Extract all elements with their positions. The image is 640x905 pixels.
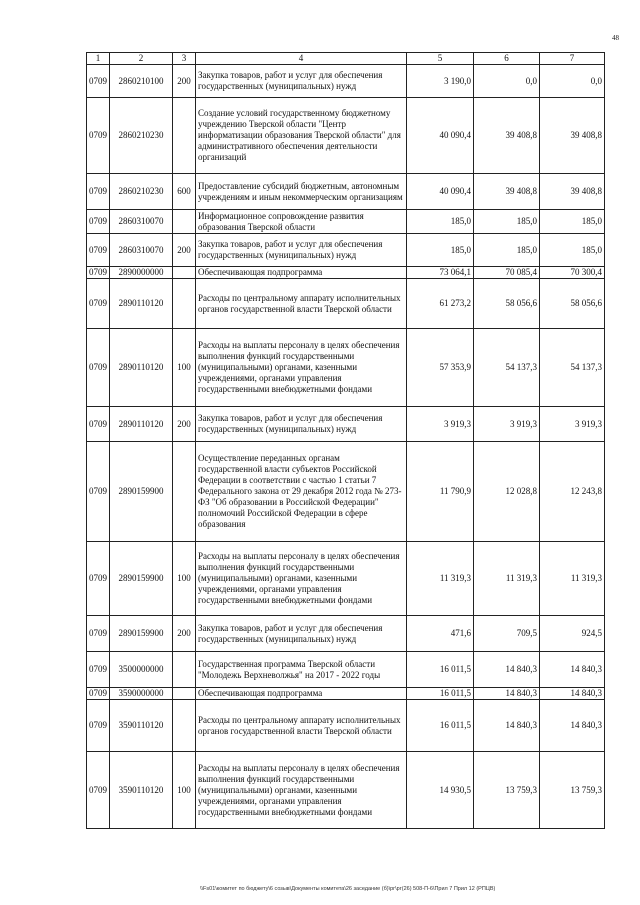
table-row <box>87 65 605 98</box>
section-cell: 0709 <box>87 174 110 210</box>
type-cell <box>173 688 196 700</box>
code-cell: 2890159900 <box>110 442 173 542</box>
section-cell: 0709 <box>87 542 110 616</box>
page-number: 48 <box>612 34 619 42</box>
header-col-2: 2 <box>110 53 173 65</box>
type-cell <box>173 98 196 174</box>
section-cell: 0709 <box>87 752 110 829</box>
table-row <box>87 329 605 407</box>
type-cell <box>173 442 196 542</box>
code-cell: 2860310070 <box>110 210 173 234</box>
value-cell-2: 185,0 <box>474 234 540 267</box>
code-cell: 2860310070 <box>110 234 173 267</box>
value-cell-2: 11 319,3 <box>474 542 540 616</box>
value-cell-1: 57 353,9 <box>407 329 474 407</box>
section-cell: 0709 <box>87 279 110 329</box>
table-row <box>87 752 605 829</box>
value-cell-2: 14 840,3 <box>474 688 540 700</box>
type-cell: 100 <box>173 329 196 407</box>
value-cell-1: 16 011,5 <box>407 688 474 700</box>
description-cell: Государственная программа Тверской области "Молодежь Верхневолжья" на 2017 - 2022 годы <box>196 652 407 688</box>
code-cell: 2890159900 <box>110 542 173 616</box>
type-cell: 600 <box>173 174 196 210</box>
description-cell: Расходы на выплаты персоналу в целях обеспечения выполнения функций государственными (муниципальными) органами, казенными учреждениями, органами управления государственными внебюджетными фондами <box>196 542 407 616</box>
value-cell-1: 16 011,5 <box>407 652 474 688</box>
code-cell: 3590000000 <box>110 688 173 700</box>
description-cell: Расходы по центральному аппарату исполнительных органов государственной власти Тверской области <box>196 700 407 752</box>
value-cell-3: 54 137,3 <box>540 329 605 407</box>
description-cell: Обеспечивающая подпрограмма <box>196 688 407 700</box>
value-cell-3: 0,0 <box>540 65 605 98</box>
header-col-6: 6 <box>474 53 540 65</box>
value-cell-1: 40 090,4 <box>407 174 474 210</box>
value-cell-1: 14 930,5 <box>407 752 474 829</box>
value-cell-3: 11 319,3 <box>540 542 605 616</box>
type-cell: 100 <box>173 542 196 616</box>
table-row <box>87 542 605 616</box>
value-cell-1: 471,6 <box>407 616 474 652</box>
description-cell: Расходы по центральному аппарату исполнительных органов государственной власти Тверской области <box>196 279 407 329</box>
section-cell: 0709 <box>87 616 110 652</box>
value-cell-2: 0,0 <box>474 65 540 98</box>
value-cell-2: 39 408,8 <box>474 174 540 210</box>
value-cell-3: 13 759,3 <box>540 752 605 829</box>
type-cell <box>173 210 196 234</box>
code-cell: 3590110120 <box>110 752 173 829</box>
value-cell-3: 924,5 <box>540 616 605 652</box>
value-cell-3: 14 840,3 <box>540 652 605 688</box>
value-cell-1: 61 273,2 <box>407 279 474 329</box>
value-cell-1: 3 190,0 <box>407 65 474 98</box>
table-row <box>87 652 605 688</box>
value-cell-2: 3 919,3 <box>474 407 540 442</box>
value-cell-2: 70 085,4 <box>474 267 540 279</box>
type-cell: 200 <box>173 234 196 267</box>
value-cell-1: 40 090,4 <box>407 98 474 174</box>
code-cell: 3590110120 <box>110 700 173 752</box>
value-cell-3: 12 243,8 <box>540 442 605 542</box>
code-cell: 2860210100 <box>110 65 173 98</box>
value-cell-3: 185,0 <box>540 234 605 267</box>
table-row <box>87 234 605 267</box>
type-cell: 200 <box>173 65 196 98</box>
code-cell: 2860210230 <box>110 98 173 174</box>
value-cell-3: 14 840,3 <box>540 700 605 752</box>
section-cell: 0709 <box>87 329 110 407</box>
type-cell: 200 <box>173 616 196 652</box>
description-cell: Закупка товаров, работ и услуг для обеспечения государственных (муниципальных) нужд <box>196 234 407 267</box>
description-cell: Расходы на выплаты персоналу в целях обеспечения выполнения функций государственными (муниципальными) органами, казенными учреждениями, органами управления государственными внебюджетными фондами <box>196 752 407 829</box>
section-cell: 0709 <box>87 234 110 267</box>
value-cell-1: 185,0 <box>407 210 474 234</box>
section-cell: 0709 <box>87 688 110 700</box>
description-cell: Информационное сопровождение развития образования Тверской области <box>196 210 407 234</box>
value-cell-1: 185,0 <box>407 234 474 267</box>
table-row <box>87 279 605 329</box>
type-cell: 100 <box>173 752 196 829</box>
table-row <box>87 210 605 234</box>
budget-table <box>86 52 605 829</box>
type-cell <box>173 652 196 688</box>
value-cell-2: 14 840,3 <box>474 700 540 752</box>
section-cell: 0709 <box>87 407 110 442</box>
value-cell-3: 39 408,8 <box>540 98 605 174</box>
description-cell: Осуществление переданных органам государственной власти субъектов Российской Федерации в соответствии с частью 1 статьи 7 Федерального закона от 29 декабря 2012 года № 273-ФЗ "Об образовании в Российской Федерации" полномочий Российской Федерации в сфере образования <box>196 442 407 542</box>
section-cell: 0709 <box>87 210 110 234</box>
table-row <box>87 442 605 542</box>
section-cell: 0709 <box>87 98 110 174</box>
code-cell: 3500000000 <box>110 652 173 688</box>
description-cell: Закупка товаров, работ и услуг для обеспечения государственных (муниципальных) нужд <box>196 65 407 98</box>
footer-file-path: \\Fs01\комитет по бюджету\6 созыв\Документы комитета\26 заседание (б)\рг\рг(26) 508-П-6\Прил 7 Прил 12 (РПЦВ) <box>200 886 496 892</box>
section-cell: 0709 <box>87 652 110 688</box>
code-cell: 2890110120 <box>110 407 173 442</box>
value-cell-1: 3 919,3 <box>407 407 474 442</box>
header-col-7: 7 <box>540 53 605 65</box>
value-cell-3: 3 919,3 <box>540 407 605 442</box>
value-cell-2: 709,5 <box>474 616 540 652</box>
table-row <box>87 174 605 210</box>
table-row <box>87 98 605 174</box>
type-cell <box>173 279 196 329</box>
type-cell <box>173 267 196 279</box>
value-cell-3: 14 840,3 <box>540 688 605 700</box>
header-row <box>87 53 605 65</box>
value-cell-2: 185,0 <box>474 210 540 234</box>
code-cell: 2860210230 <box>110 174 173 210</box>
description-cell: Обеспечивающая подпрограмма <box>196 267 407 279</box>
table-row <box>87 407 605 442</box>
table-row <box>87 267 605 279</box>
code-cell: 2890110120 <box>110 279 173 329</box>
value-cell-3: 39 408,8 <box>540 174 605 210</box>
section-cell: 0709 <box>87 267 110 279</box>
code-cell: 2890159900 <box>110 616 173 652</box>
value-cell-2: 12 028,8 <box>474 442 540 542</box>
description-cell: Создание условий государственному бюджетному учреждению Тверской области "Центр информатизации образования Тверской области" для административного обеспечения деятельности организаций <box>196 98 407 174</box>
code-cell: 2890110120 <box>110 329 173 407</box>
header-col-4: 4 <box>196 53 407 65</box>
value-cell-3: 185,0 <box>540 210 605 234</box>
description-cell: Предоставление субсидий бюджетным, автономным учреждениям и иным некоммерческим организациям <box>196 174 407 210</box>
header-col-3: 3 <box>173 53 196 65</box>
section-cell: 0709 <box>87 65 110 98</box>
value-cell-3: 70 300,4 <box>540 267 605 279</box>
header-col-5: 5 <box>407 53 474 65</box>
description-cell: Закупка товаров, работ и услуг для обеспечения государственных (муниципальных) нужд <box>196 616 407 652</box>
description-cell: Закупка товаров, работ и услуг для обеспечения государственных (муниципальных) нужд <box>196 407 407 442</box>
table-row <box>87 616 605 652</box>
table-row <box>87 700 605 752</box>
value-cell-2: 58 056,6 <box>474 279 540 329</box>
value-cell-2: 13 759,3 <box>474 752 540 829</box>
table-row <box>87 688 605 700</box>
section-cell: 0709 <box>87 700 110 752</box>
header-col-1: 1 <box>87 53 110 65</box>
code-cell: 2890000000 <box>110 267 173 279</box>
description-cell: Расходы на выплаты персоналу в целях обеспечения выполнения функций государственными (муниципальными) органами, казенными учреждениями, органами управления государственными внебюджетными фондами <box>196 329 407 407</box>
value-cell-1: 73 064,1 <box>407 267 474 279</box>
value-cell-1: 16 011,5 <box>407 700 474 752</box>
type-cell <box>173 700 196 752</box>
type-cell: 200 <box>173 407 196 442</box>
value-cell-1: 11 319,3 <box>407 542 474 616</box>
value-cell-2: 39 408,8 <box>474 98 540 174</box>
value-cell-1: 11 790,9 <box>407 442 474 542</box>
value-cell-2: 14 840,3 <box>474 652 540 688</box>
section-cell: 0709 <box>87 442 110 542</box>
value-cell-2: 54 137,3 <box>474 329 540 407</box>
value-cell-3: 58 056,6 <box>540 279 605 329</box>
